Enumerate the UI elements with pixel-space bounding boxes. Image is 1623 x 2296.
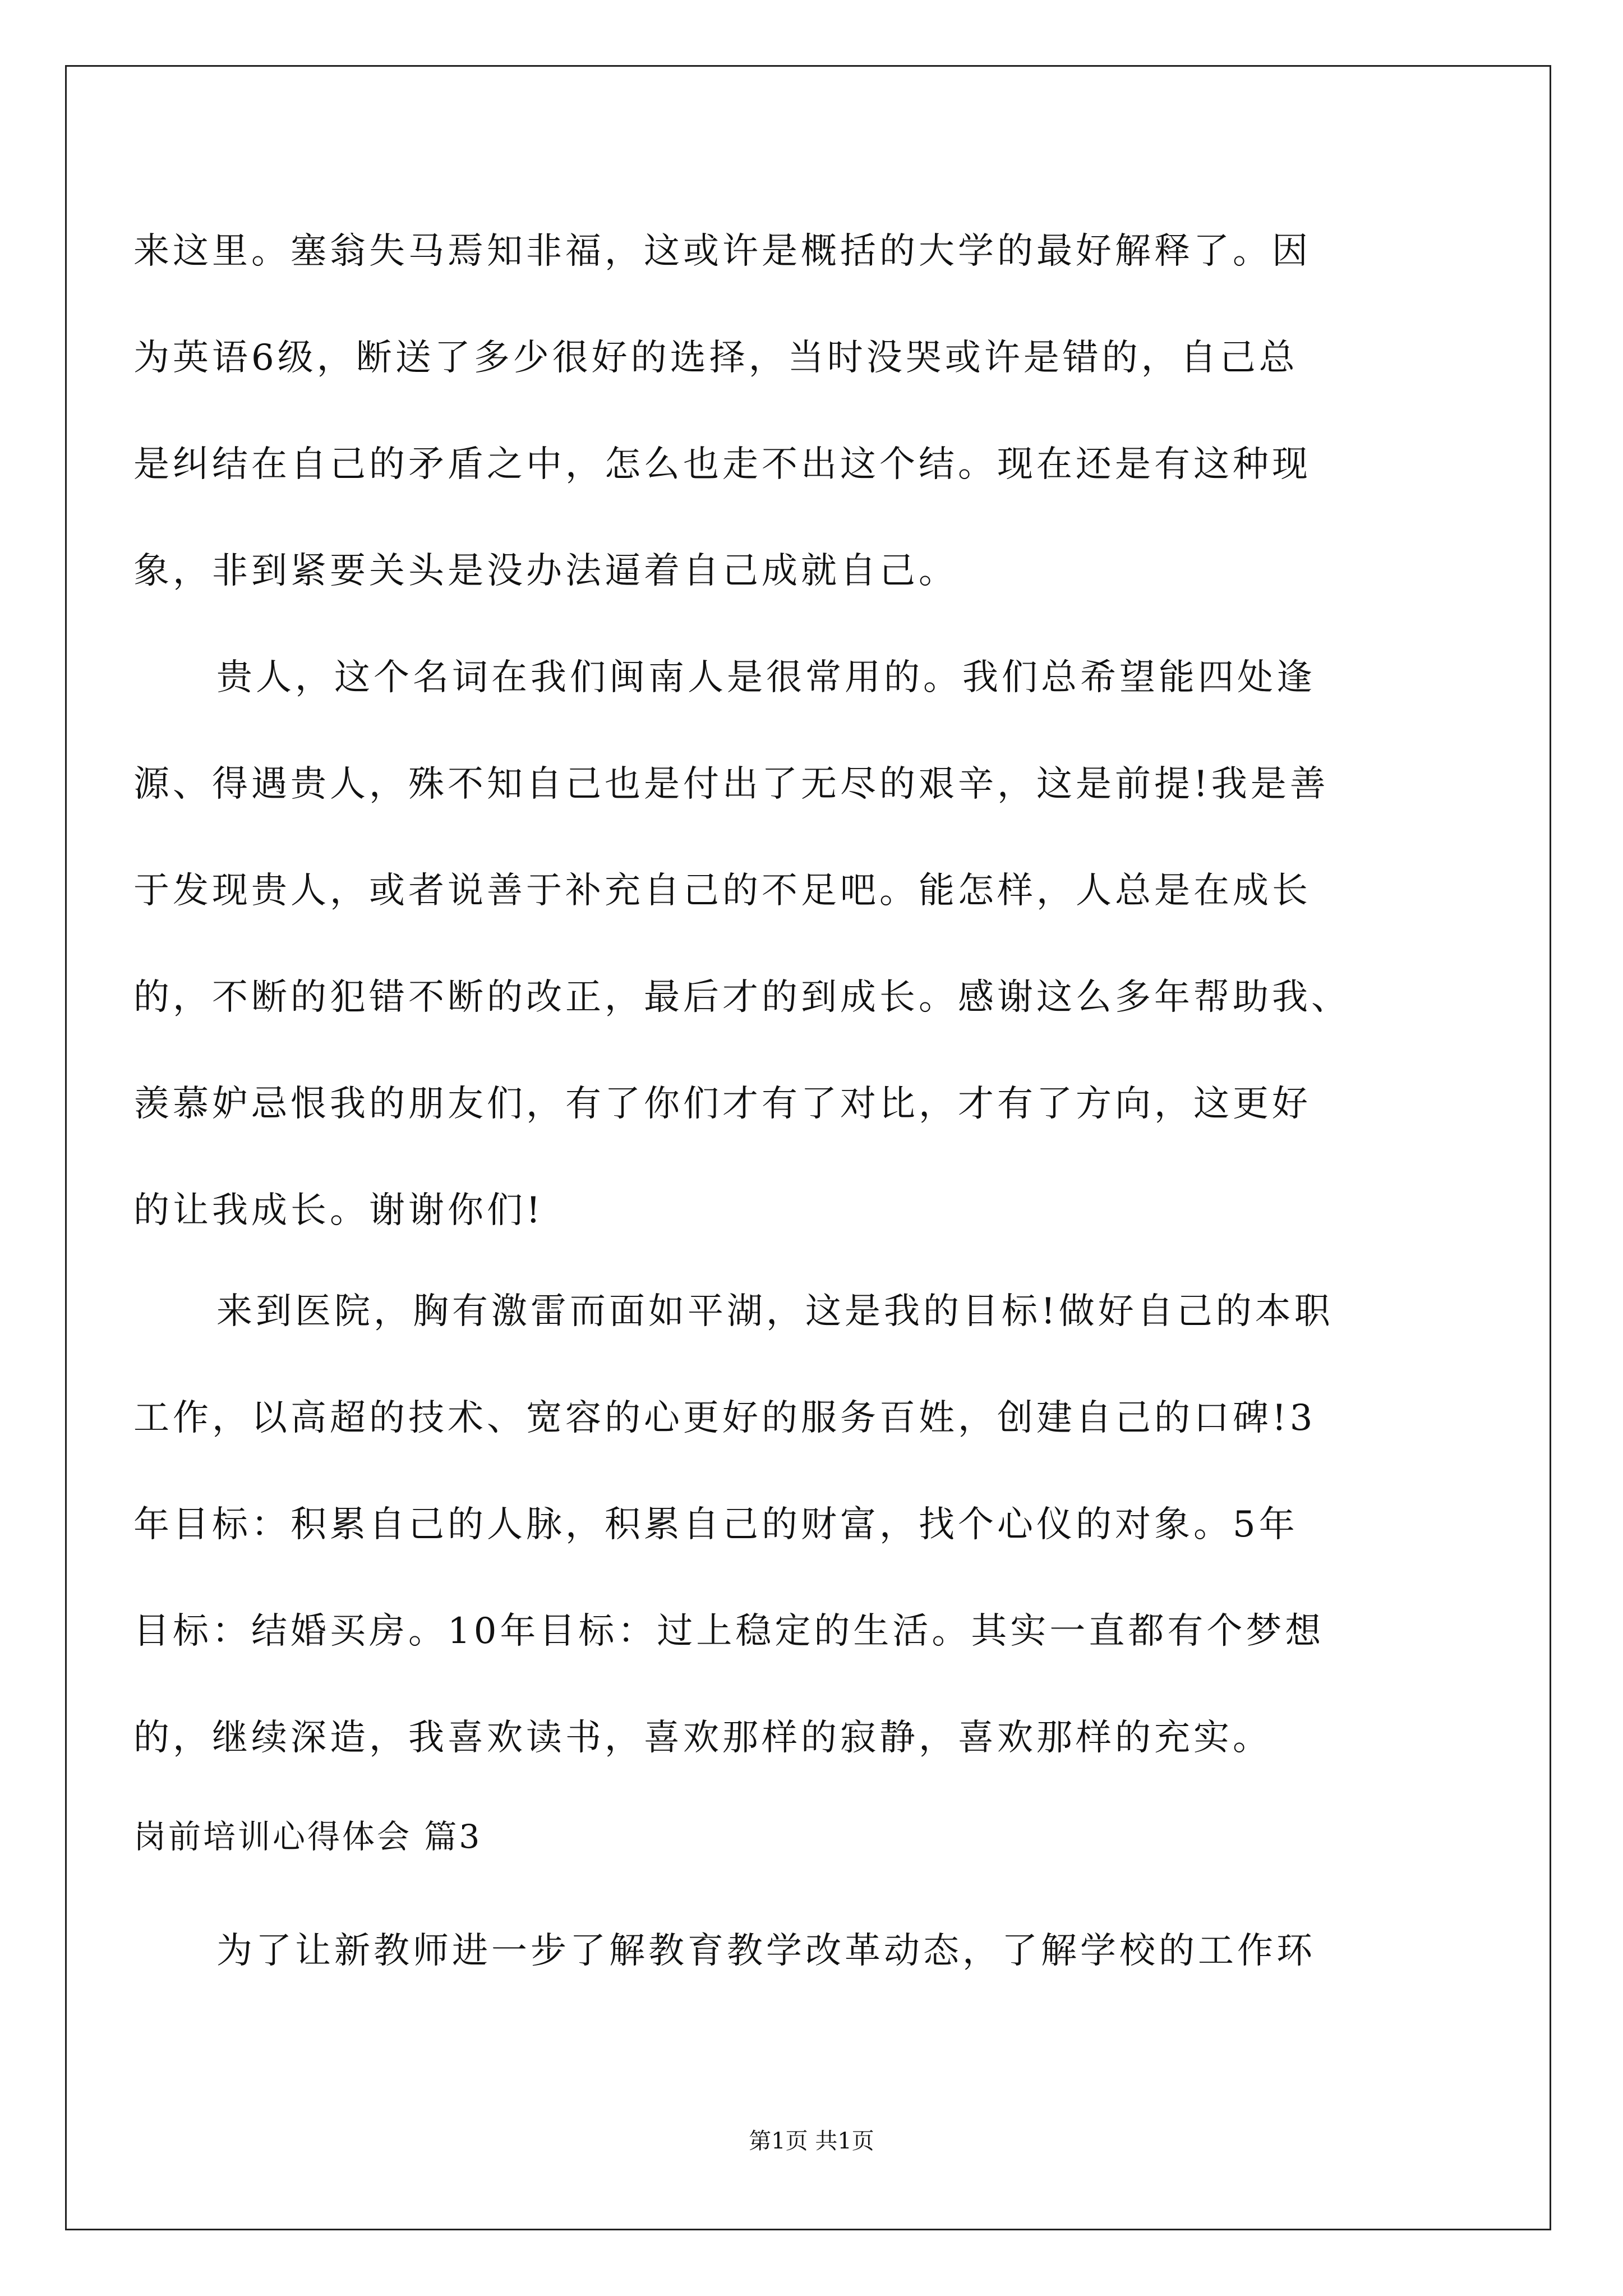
paragraph-line: 羡慕妒忌恨我的朋友们，有了你们才有了对比，才有了方向，这更好 xyxy=(133,1083,1311,1125)
paragraph-line: 是纠结在自己的矛盾之中，怎么也走不出这个结。现在还是有这种现 xyxy=(133,444,1311,485)
paragraph-line: 目标：结婚买房。10年目标：过上稳定的生活。其实一直都有个梦想 xyxy=(133,1611,1325,1652)
paragraph-line: 贵人，这个名词在我们闽南人是很常用的。我们总希望能四处逢 xyxy=(216,657,1316,698)
section-heading: 岗前培训心得体会 篇3 xyxy=(133,1818,482,1856)
paragraph-line: 于发现贵人，或者说善于补充自己的不足吧。能怎样，人总是在成长 xyxy=(133,870,1311,912)
page-border xyxy=(65,65,1551,2230)
paragraph-line: 的让我成长。谢谢你们! xyxy=(133,1190,544,1231)
paragraph-line: 源、得遇贵人，殊不知自己也是付出了无尽的艰辛，这是前提!我是善 xyxy=(133,763,1329,805)
paragraph-line: 年目标：积累自己的人脉，积累自己的财富，找个心仪的对象。5年 xyxy=(133,1504,1298,1545)
page-number: 第1页 共1页 xyxy=(749,2128,874,2154)
paragraph-line: 为英语6级，断送了多少很好的选择，当时没哭或许是错的，自己总 xyxy=(133,337,1298,379)
paragraph-line: 的，不断的犯错不断的改正，最后才的到成长。感谢这么多年帮助我、 xyxy=(133,977,1350,1018)
paragraph-line: 来这里。塞翁失马焉知非福，这或许是概括的大学的最好解释了。因 xyxy=(133,231,1311,272)
paragraph-line: 的，继续深造，我喜欢读书，喜欢那样的寂静，喜欢那样的充实。 xyxy=(133,1717,1272,1759)
paragraph-line: 为了让新教师进一步了解教育教学改革动态，了解学校的工作环 xyxy=(216,1930,1316,1972)
paragraph-line: 来到医院，胸有激雷而面如平湖，这是我的目标!做好自己的本职 xyxy=(216,1291,1334,1332)
paragraph-line: 象，非到紧要关头是没办法逼着自己成就自己。 xyxy=(133,550,958,592)
paragraph-line: 工作，以高超的技术、宽容的心更好的服务百姓，创建自己的口碑!3 xyxy=(133,1397,1316,1439)
